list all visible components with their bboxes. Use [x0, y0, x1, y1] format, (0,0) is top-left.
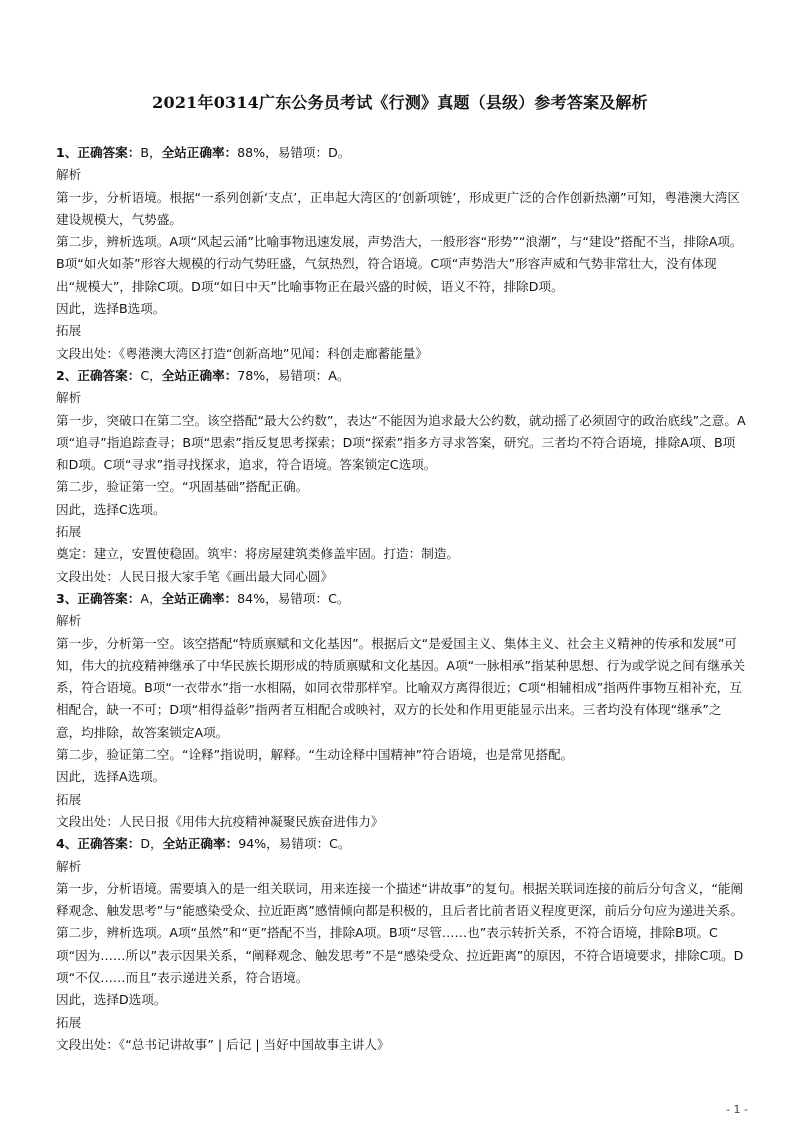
question-1	[56, 142, 746, 365]
answer-line	[56, 142, 746, 164]
extension-paragraph: 文段出处：人民日报大家手笔《画出最大同心圆》	[56, 568, 334, 584]
analysis-paragraph: 第一步，分析语境。需要填入的是一组关联词，用来连接一个描述“讲故事”的复句。根据关联词连接的前后分句含义，“能阐释观念、触发思考”与“能感染受众、拉近距离”感情倾向都是积极的，且后者比前者语义程度更深，前后分句应为递进关系。	[56, 880, 744, 919]
correct-answer-label: 正确答案：	[77, 590, 141, 606]
question-4	[56, 833, 746, 1056]
accuracy-value: 84%，	[237, 590, 278, 606]
extension-paragraph: 文段出处：《“总书记讲故事” | 后记 | 当好中国故事主讲人》	[56, 1036, 390, 1052]
question-number: 4、	[56, 836, 78, 852]
extension-heading: 拓展	[56, 323, 82, 339]
analysis-heading: 解析	[56, 390, 82, 406]
analysis-paragraph: 因此，选择A选项。	[56, 769, 166, 785]
answer-line	[56, 588, 746, 610]
answer-line	[56, 833, 746, 855]
extension-heading: 拓展	[56, 791, 82, 807]
analysis-paragraph: 第一步，突破口在第二空。该空搭配“最大公约数”，表达“不能因为追求最大公约数，就动摇了必须固守的政治底线”之意。A项“追寻”指追踪查寻；B项“思索”指反复思考探索；D项“探索”指多方寻求答案，研究。三者均不符合语境，排除A项、B项和D项。C项“寻求”指寻找探求，追求，符合语境。答案锁定C选项。	[56, 412, 746, 473]
common-wrong-option: 易错项：A。	[277, 367, 350, 383]
analysis-heading: 解析	[56, 167, 82, 183]
question-number: 2、	[56, 367, 78, 383]
question-3	[56, 588, 746, 833]
accuracy-value: 78%，	[237, 367, 278, 383]
analysis-paragraph: 第二步，验证第二空。“诠释”指说明，解释。“生动诠释中国精神”符合语境，也是常见搭配。	[56, 747, 574, 763]
answer-line	[56, 365, 746, 387]
analysis-paragraph: 第二步，验证第一空。“巩固基础”搭配正确。	[56, 479, 309, 495]
accuracy-value: 94%，	[238, 836, 279, 852]
common-wrong-option: 易错项：D。	[277, 145, 351, 160]
analysis-paragraph: 第二步，辨析选项。A项“风起云涌”比喻事物迅速发展，声势浩大，一般形容“形势”“浪潮”，与“建设”搭配不当，排除A项。B项“如火如荼”形容大规模的行动气势旺盛，气氛热烈，符合语境。C项“声势浩大”形容声威和气势非常壮大，没有体现出“规模大”，排除C项。D项“如日中天”比喻事物正在最兴盛的时候，语义不符，排除D项。	[56, 234, 743, 294]
extension-paragraph: 文段出处：《粤港澳大湾区打造“创新高地”见闻：科创走廊蓄能量》	[56, 345, 428, 361]
document-title: 2021年0314广东公务员考试《行测》真题（县级）参考答案及解析	[152, 93, 648, 112]
correct-answer-label: 正确答案：	[77, 836, 141, 852]
accuracy-label: 全站正确率：	[161, 145, 238, 160]
analysis-paragraph: 因此，选择B选项。	[56, 301, 166, 317]
page-number: - 1 -	[726, 1103, 748, 1116]
correct-answer-value: B，	[140, 145, 162, 160]
analysis-heading: 解析	[56, 613, 82, 629]
analysis-paragraph: 因此，选择D选项。	[56, 992, 167, 1008]
document-content	[56, 142, 746, 1056]
extension-heading: 拓展	[56, 524, 82, 540]
analysis-paragraph: 第二步，辨析选项。A项“虽然”和“更”搭配不当，排除A项。B项“尽管……也”表示转折关系，不符合语境，排除B项。C项“因为……所以”表示因果关系，“阐释观念、触发思考”不是“感染受众、拉近距离”的原因，不符合语境要求，排除C项。D项“不仅……而且”表示递进关系，符合语境。	[56, 925, 744, 985]
correct-answer-value: C，	[140, 367, 162, 383]
analysis-paragraph: 第一步，分析第一空。该空搭配“特质禀赋和文化基因”。根据后文“是爱国主义、集体主义、社会主义精神的传承和发展”可知，伟大的抗疫精神继承了中华民族长期形成的特质禀赋和文化基因。A项“一脉相承”指某种思想、行为或学说之间有继承关系，符合语境。B项“一衣带水”指一水相隔，如同衣带那样窄。比喻双方离得很近；C项“相辅相成”指两件事物互相补充，互相配合，缺一不可；D项“相得益彰”指两者互相配合或映衬，双方的长处和作用更能显示出来。三者均没有体现“继承”之意，均排除，故答案锁定A项。	[56, 635, 746, 740]
analysis-paragraph: 第一步，分析语境。根据“一系列创新‘支点’，正串起大湾区的‘创新项链’，形成更广泛的合作创新热潮”可知，粤港澳大湾区建设规模大，气势盛。	[56, 189, 740, 227]
correct-answer-value: D，	[140, 836, 163, 852]
extension-paragraph: 奠定：建立，安置使稳固。筑牢：将房屋建筑类修盖牢固。打造：制造。	[56, 546, 459, 562]
correct-answer-value: A，	[140, 590, 162, 606]
accuracy-label: 全站正确率：	[161, 367, 238, 383]
correct-answer-label: 正确答案：	[77, 145, 141, 160]
common-wrong-option: 易错项：C。	[278, 836, 351, 852]
common-wrong-option: 易错项：C。	[277, 590, 350, 606]
question-2	[56, 365, 746, 588]
accuracy-label: 全站正确率：	[162, 836, 239, 852]
extension-paragraph: 文段出处：人民日报《用伟大抗疫精神凝聚民族奋进伟力》	[56, 813, 384, 829]
analysis-paragraph: 因此，选择C选项。	[56, 501, 166, 517]
correct-answer-label: 正确答案：	[77, 367, 141, 383]
analysis-heading: 解析	[56, 858, 82, 874]
question-number: 3、	[56, 590, 78, 606]
accuracy-value: 88%，	[237, 145, 278, 160]
accuracy-label: 全站正确率：	[161, 590, 238, 606]
extension-heading: 拓展	[56, 1014, 82, 1030]
question-number: 1、	[56, 145, 78, 160]
